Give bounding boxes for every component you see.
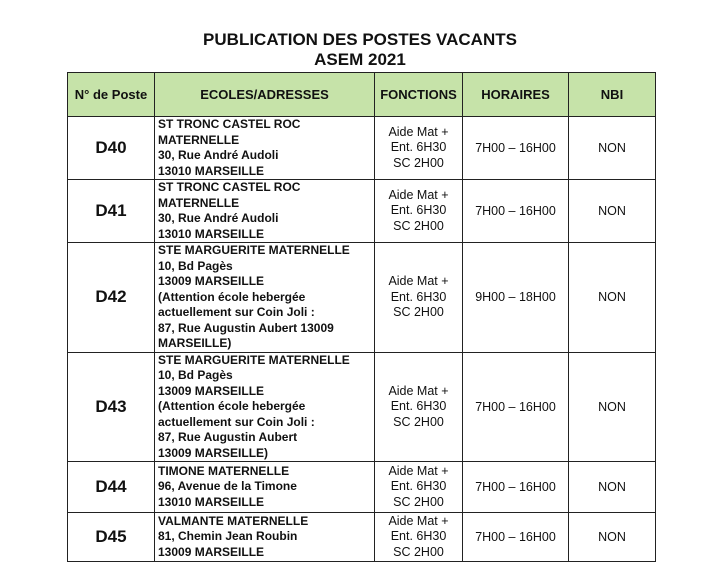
school-address (155, 180, 375, 243)
fonction-cell (375, 117, 463, 180)
horaires-cell: 7H00 – 16H00 (463, 352, 569, 462)
header-horaires: HORAIRES (463, 73, 569, 117)
page-title: PUBLICATION DES POSTES VACANTS (203, 30, 517, 49)
horaires-cell: 7H00 – 16H00 (463, 462, 569, 513)
address-line: MATERNELLE (158, 132, 240, 147)
poste-number: D40 (68, 117, 155, 180)
school-address (155, 243, 375, 353)
fonction-line: SC 2H00 (393, 414, 444, 429)
poste-number: D45 (68, 513, 155, 562)
header-ecoles: ECOLES/ADRESSES (155, 73, 375, 117)
fonction-line: Ent. 6H30 (390, 289, 447, 304)
table-row (68, 352, 656, 462)
address-line: MARSEILLE) (158, 336, 232, 350)
fonction-line: SC 2H00 (393, 494, 444, 509)
school-address (155, 513, 375, 562)
address-line: actuellement sur Coin Joli : (158, 414, 315, 429)
address-line: 87, Rue Augustin Aubert (158, 430, 298, 444)
address-line: 10, Bd Pagès (158, 258, 233, 273)
postes-table (67, 72, 656, 562)
address-line: (Attention école hebergée (158, 289, 306, 304)
address-line: 13010 MARSEILLE (158, 494, 265, 509)
address-line: actuellement sur Coin Joli : (158, 305, 315, 319)
fonction-line: Aide Mat + (388, 383, 449, 398)
poste-number: D41 (68, 180, 155, 243)
fonction-line: Aide Mat + (388, 513, 449, 528)
fonction-line: Ent. 6H30 (390, 529, 447, 544)
fonction-cell (375, 180, 463, 243)
nbi-cell: NON (569, 117, 656, 180)
address-line: ST TRONC CASTEL ROC (158, 117, 301, 131)
nbi-cell: NON (569, 462, 656, 513)
table-row (68, 513, 656, 562)
table-row (68, 180, 656, 243)
nbi-cell: NON (569, 180, 656, 243)
address-line: 13009 MARSEILLE (158, 544, 265, 559)
address-line: (Attention école hebergée (158, 399, 306, 413)
fonction-line: Aide Mat + (388, 124, 449, 139)
address-line: 30, Rue André Audoli (158, 211, 279, 225)
fonction-cell (375, 513, 463, 562)
poste-number: D42 (68, 243, 155, 353)
address-line: 81, Chemin Jean Roubin (158, 529, 298, 544)
school-address (155, 117, 375, 180)
school-address (155, 352, 375, 462)
address-line: VALMANTE MATERNELLE (158, 513, 309, 528)
fonction-cell (375, 352, 463, 462)
address-line: 10, Bd Pagès (158, 368, 233, 382)
fonction-cell (375, 243, 463, 353)
address-line: 13009 MARSEILLE) (158, 445, 269, 460)
header-fonctions: FONCTIONS (375, 73, 463, 117)
fonction-line: SC 2H00 (393, 544, 444, 559)
horaires-cell: 7H00 – 16H00 (463, 180, 569, 243)
poste-number: D44 (68, 462, 155, 513)
poste-number: D43 (68, 352, 155, 462)
table-row (68, 243, 656, 353)
fonction-cell (375, 462, 463, 513)
horaires-cell: 7H00 – 16H00 (463, 117, 569, 180)
fonction-line: Ent. 6H30 (390, 203, 447, 218)
fonction-line: SC 2H00 (393, 155, 444, 170)
address-line: 13010 MARSEILLE (158, 226, 265, 241)
nbi-cell: NON (569, 513, 656, 562)
fonction-line: Aide Mat + (388, 187, 449, 202)
address-line: 30, Rue André Audoli (158, 148, 279, 162)
address-line: TIMONE MATERNELLE (158, 463, 290, 478)
horaires-cell: 9H00 – 18H00 (463, 243, 569, 353)
address-line: 96, Avenue de la Timone (158, 479, 297, 494)
fonction-line: Ent. 6H30 (390, 140, 447, 155)
address-line: 13010 MARSEILLE (158, 163, 265, 178)
horaires-cell: 7H00 – 16H00 (463, 513, 569, 562)
address-line: 87, Rue Augustin Aubert 13009 (158, 320, 334, 335)
fonction-line: SC 2H00 (393, 218, 444, 233)
table-row (68, 117, 656, 180)
page-subtitle: ASEM 2021 (314, 50, 406, 69)
nbi-cell: NON (569, 352, 656, 462)
fonction-line: Ent. 6H30 (390, 479, 447, 494)
header-nbi: NBI (569, 73, 656, 117)
address-line: STE MARGUERITE MATERNELLE (158, 243, 350, 257)
header-poste: N° de Poste (68, 73, 155, 117)
address-line: ST TRONC CASTEL ROC (158, 180, 301, 194)
address-line: MATERNELLE (158, 195, 240, 210)
fonction-line: Ent. 6H30 (390, 399, 447, 413)
school-address (155, 462, 375, 513)
address-line: 13009 MARSEILLE (158, 383, 265, 398)
fonction-line: Aide Mat + (388, 463, 449, 478)
fonction-line: Aide Mat + (388, 274, 449, 288)
table-header-row (68, 73, 656, 117)
table-body (68, 117, 656, 562)
table-row (68, 462, 656, 513)
address-line: 13009 MARSEILLE (158, 274, 265, 288)
address-line: STE MARGUERITE MATERNELLE (158, 352, 350, 367)
nbi-cell: NON (569, 243, 656, 353)
fonction-line: SC 2H00 (393, 305, 444, 319)
